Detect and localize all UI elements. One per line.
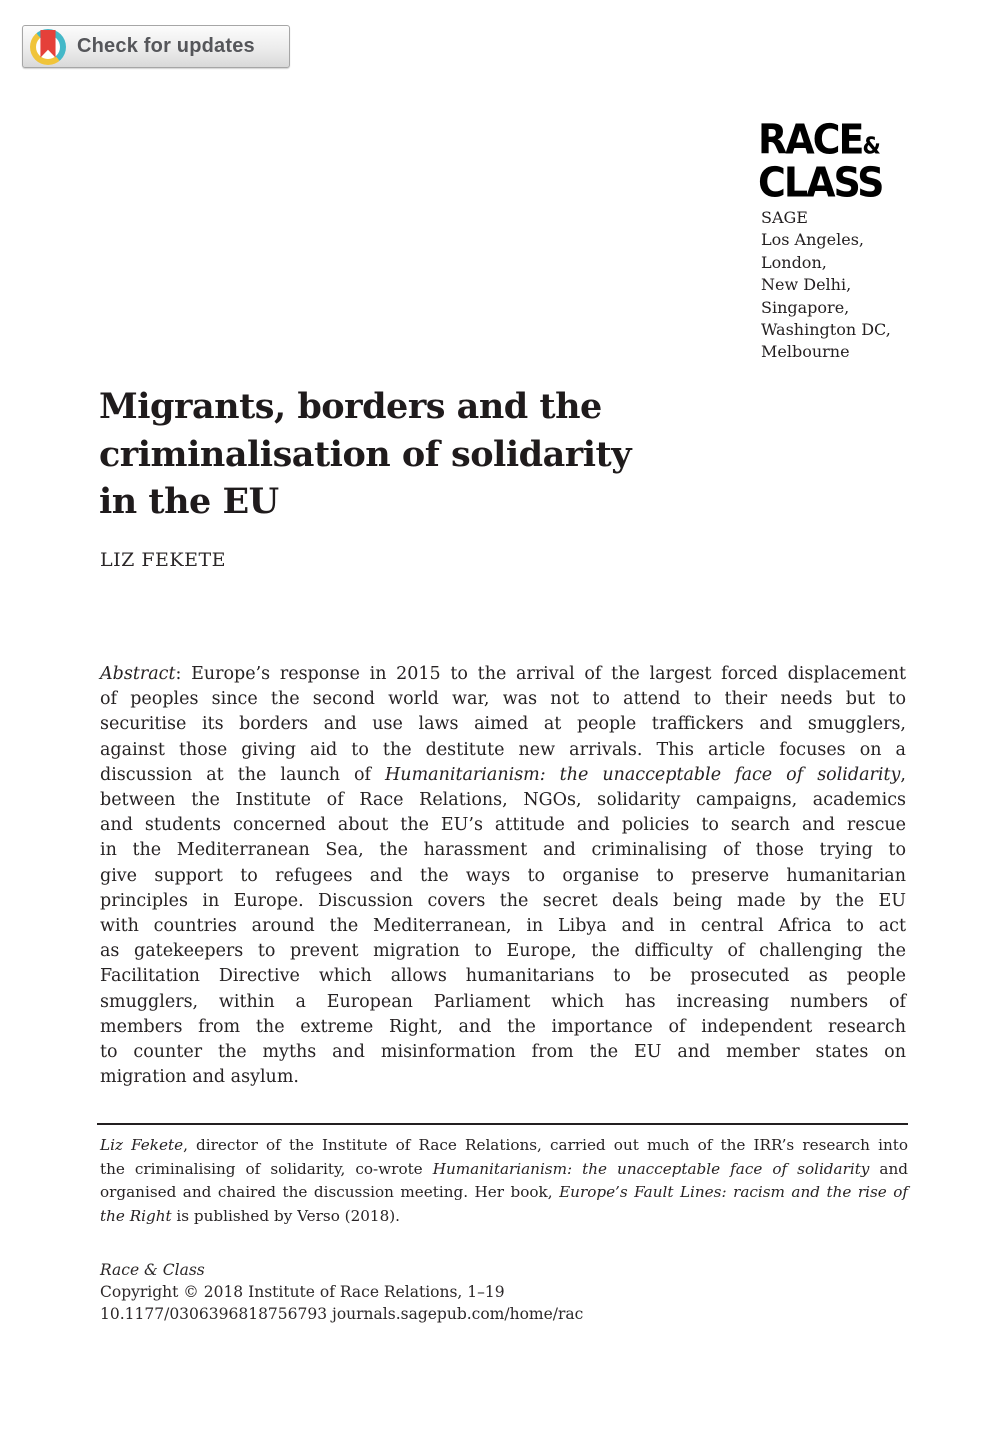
- abstract-paragraph: [100, 662, 906, 1090]
- text-line: principles in Europe. Discussion covers the secret deals being made by the EU: [100, 890, 906, 911]
- author-name: LIZ FEKETE: [100, 549, 227, 571]
- author-footnote: [100, 1134, 908, 1228]
- journal-logo-line2: [758, 158, 883, 207]
- text-line: SAGE: [761, 208, 808, 227]
- journal-logo: [758, 115, 883, 207]
- text-line: discussion at the launch of Humanitarianism: the unacceptable face of solidarity,: [100, 764, 906, 785]
- doi-line: 10.1177/0306396818756793 journals.sagepub.com/home/rac: [100, 1305, 584, 1323]
- imprint-block: [100, 1259, 583, 1325]
- journal-name: Race & Class: [100, 1261, 205, 1279]
- article-title: [99, 383, 779, 526]
- journal-logo-line1: [758, 115, 883, 164]
- text-line: give support to refugees and the ways to organise to preserve humanitarian: [100, 865, 906, 886]
- crossmark-icon: [30, 29, 66, 65]
- journal-logo-ampersand: &: [862, 132, 881, 159]
- text-line: migration and asylum.: [100, 1067, 299, 1088]
- check-for-updates-label: Check for updates: [77, 35, 255, 57]
- text-line: between the Institute of Race Relations, NGOs, solidarity campaigns, academics: [100, 790, 906, 811]
- text-line: as gatekeepers to prevent migration to Europe, the difficulty of challenging the: [100, 941, 906, 962]
- text-line: Liz Fekete, director of the Institute of Race Relations, carried out much of the IRR’s research into: [100, 1136, 908, 1154]
- text-line: Abstract: Europe’s response in 2015 to the arrival of the largest forced displacement: [100, 664, 906, 684]
- text-line: Migrants, borders and the: [99, 386, 602, 427]
- check-for-updates-button[interactable]: [22, 25, 290, 68]
- text-line: with countries around the Mediterranean, in Libya and in central Africa to act: [100, 916, 906, 937]
- text-line: in the Mediterranean Sea, the harassment and criminalising of those trying to: [100, 840, 906, 861]
- text-line: organised and chaired the discussion meeting. Her book, Europe’s Fault Lines: racism and the rise of: [100, 1183, 908, 1201]
- text-line: in the EU: [99, 481, 279, 522]
- text-line: criminalisation of solidarity: [99, 433, 632, 475]
- text-line: smugglers, within a European Parliament which has increasing numbers of: [100, 991, 906, 1012]
- text-line: Washington DC,: [761, 320, 891, 340]
- text-line: against those giving aid to the destitute new arrivals. This article focuses on a: [100, 739, 906, 760]
- publisher-block: [761, 207, 891, 364]
- text-line: New Delhi,: [761, 275, 852, 295]
- text-line: Los Angeles,: [761, 230, 865, 250]
- text-line: the Right is published by Verso (2018).: [100, 1206, 401, 1225]
- footnote-divider: [97, 1123, 908, 1125]
- text-line: the criminalising of solidarity, co-wrote Humanitarianism: the unacceptable face of solidarity and: [100, 1159, 908, 1178]
- text-line: Melbourne: [761, 342, 850, 362]
- copyright-line: Copyright © 2018 Institute of Race Relations, 1–19: [100, 1283, 505, 1301]
- text-line: of peoples since the second world war, was not to attend to their needs but to: [100, 689, 906, 710]
- journal-logo-class: CLASS: [758, 158, 883, 207]
- text-line: members from the extreme Right, and the importance of independent research: [100, 1016, 906, 1037]
- text-line: Singapore,: [761, 297, 850, 317]
- text-line: Facilitation Directive which allows humanitarians to be prosecuted as people: [100, 966, 906, 987]
- text-line: to counter the myths and misinformation from the EU and member states on: [100, 1042, 906, 1063]
- text-line: and students concerned about the EU’s attitude and policies to search and rescue: [100, 815, 906, 836]
- text-line: securitise its borders and use laws aimed at people traffickers and smugglers,: [100, 714, 906, 735]
- journal-logo-race: RACE: [758, 115, 863, 164]
- text-line: London,: [761, 252, 827, 272]
